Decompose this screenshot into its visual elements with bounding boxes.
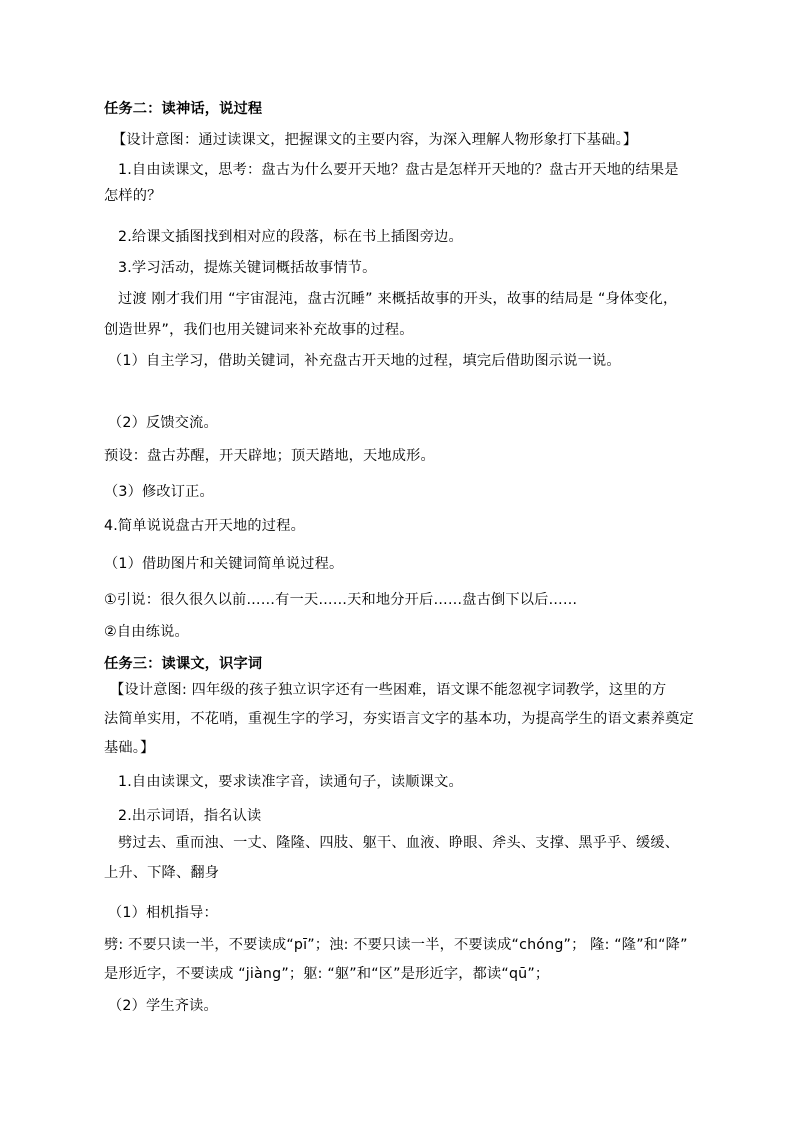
task2-sub1: （1）自主学习，借助关键词，补充盘古开天地的过程，填完后借助图示说一说。 bbox=[108, 353, 621, 369]
task2-circle1: ①引说：很久很久以前……有一天……天和地分开后……盘古倒下以后…… bbox=[104, 592, 578, 608]
task2-sub3: （3）修改订正。 bbox=[104, 484, 214, 500]
task3-words-line2: 上升、下降、翻身 bbox=[104, 865, 220, 881]
task2-sub2: （2）反馈交流。 bbox=[108, 415, 218, 431]
task2-item3: 3.学习活动，提炼关键词概括故事情节。 bbox=[118, 260, 377, 276]
task3-sub1: （1）相机指导： bbox=[108, 905, 218, 921]
task3-words-line1: 劈过去、重而浊、一丈、隆隆、四肢、躯干、血液、睁眼、斧头、支撑、黑乎乎、缓缓、 bbox=[118, 835, 680, 851]
task2-preset: 预设：盘古苏醒，开天辟地；顶天踏地，天地成形。 bbox=[104, 448, 435, 464]
task2-item4-sub1: （1）借助图片和关键词简单说过程。 bbox=[104, 556, 344, 572]
task3-guide-line1: 劈: 不要只读一半，不要读成“pī”；浊: 不要只读一半，不要读成“chóng”； 隆: “隆”和“降” bbox=[104, 937, 688, 953]
task3-design-line3: 基础。】 bbox=[104, 740, 155, 756]
task2-transition-line2: 创造世界”，我们也用关键词来补充故事的过程。 bbox=[104, 322, 414, 338]
task2-transition-line1: 过渡 刚才我们用 “宇宙混沌，盘古沉睡” 来概括故事的开头，故事的结局是 “身体变化， bbox=[118, 291, 678, 307]
task3-design-line1: 【设计意图: 四年级的孩子独立识字还有一些困难，语文课不能忽视字词教学，这里的方 bbox=[110, 682, 667, 698]
task3-guide-line2: 是形近字，不要读成 “jiàng”；躯: “躯”和“区”是形近字，都读“qū”； bbox=[104, 966, 550, 982]
task3-design-line2: 法简单实用，不花哨，重视生字的学习，夯实语言文字的基本功，为提高学生的语文素养奠定 bbox=[104, 711, 694, 727]
task2-item1-line1: 1.自由读课文，思考：盘古为什么要开天地？盘古是怎样开天地的？盘古开天地的结果是 bbox=[118, 162, 679, 178]
task2-circle2: ②自由练说。 bbox=[104, 624, 189, 640]
task2-design-intent: 【设计意图：通过读课文，把握课文的主要内容，为深入理解人物形象打下基础。】 bbox=[112, 132, 638, 148]
task2-item2: 2.给课文插图找到相对应的段落，标在书上插图旁边。 bbox=[118, 229, 463, 245]
task3-item2: 2.出示词语，指名认读 bbox=[118, 808, 262, 824]
task2-item4: 4.简单说说盘古开天地的过程。 bbox=[104, 518, 305, 534]
task3-item1: 1.自由读课文，要求读准字音，读通句子，读顺课文。 bbox=[118, 774, 463, 790]
task3-heading: 任务三：读课文，识字词 bbox=[104, 656, 263, 672]
task3-sub2: （2）学生齐读。 bbox=[108, 998, 218, 1014]
task2-heading: 任务二：读神话，说过程 bbox=[104, 101, 263, 117]
task2-item1-line2: 怎样的？ bbox=[104, 188, 162, 204]
